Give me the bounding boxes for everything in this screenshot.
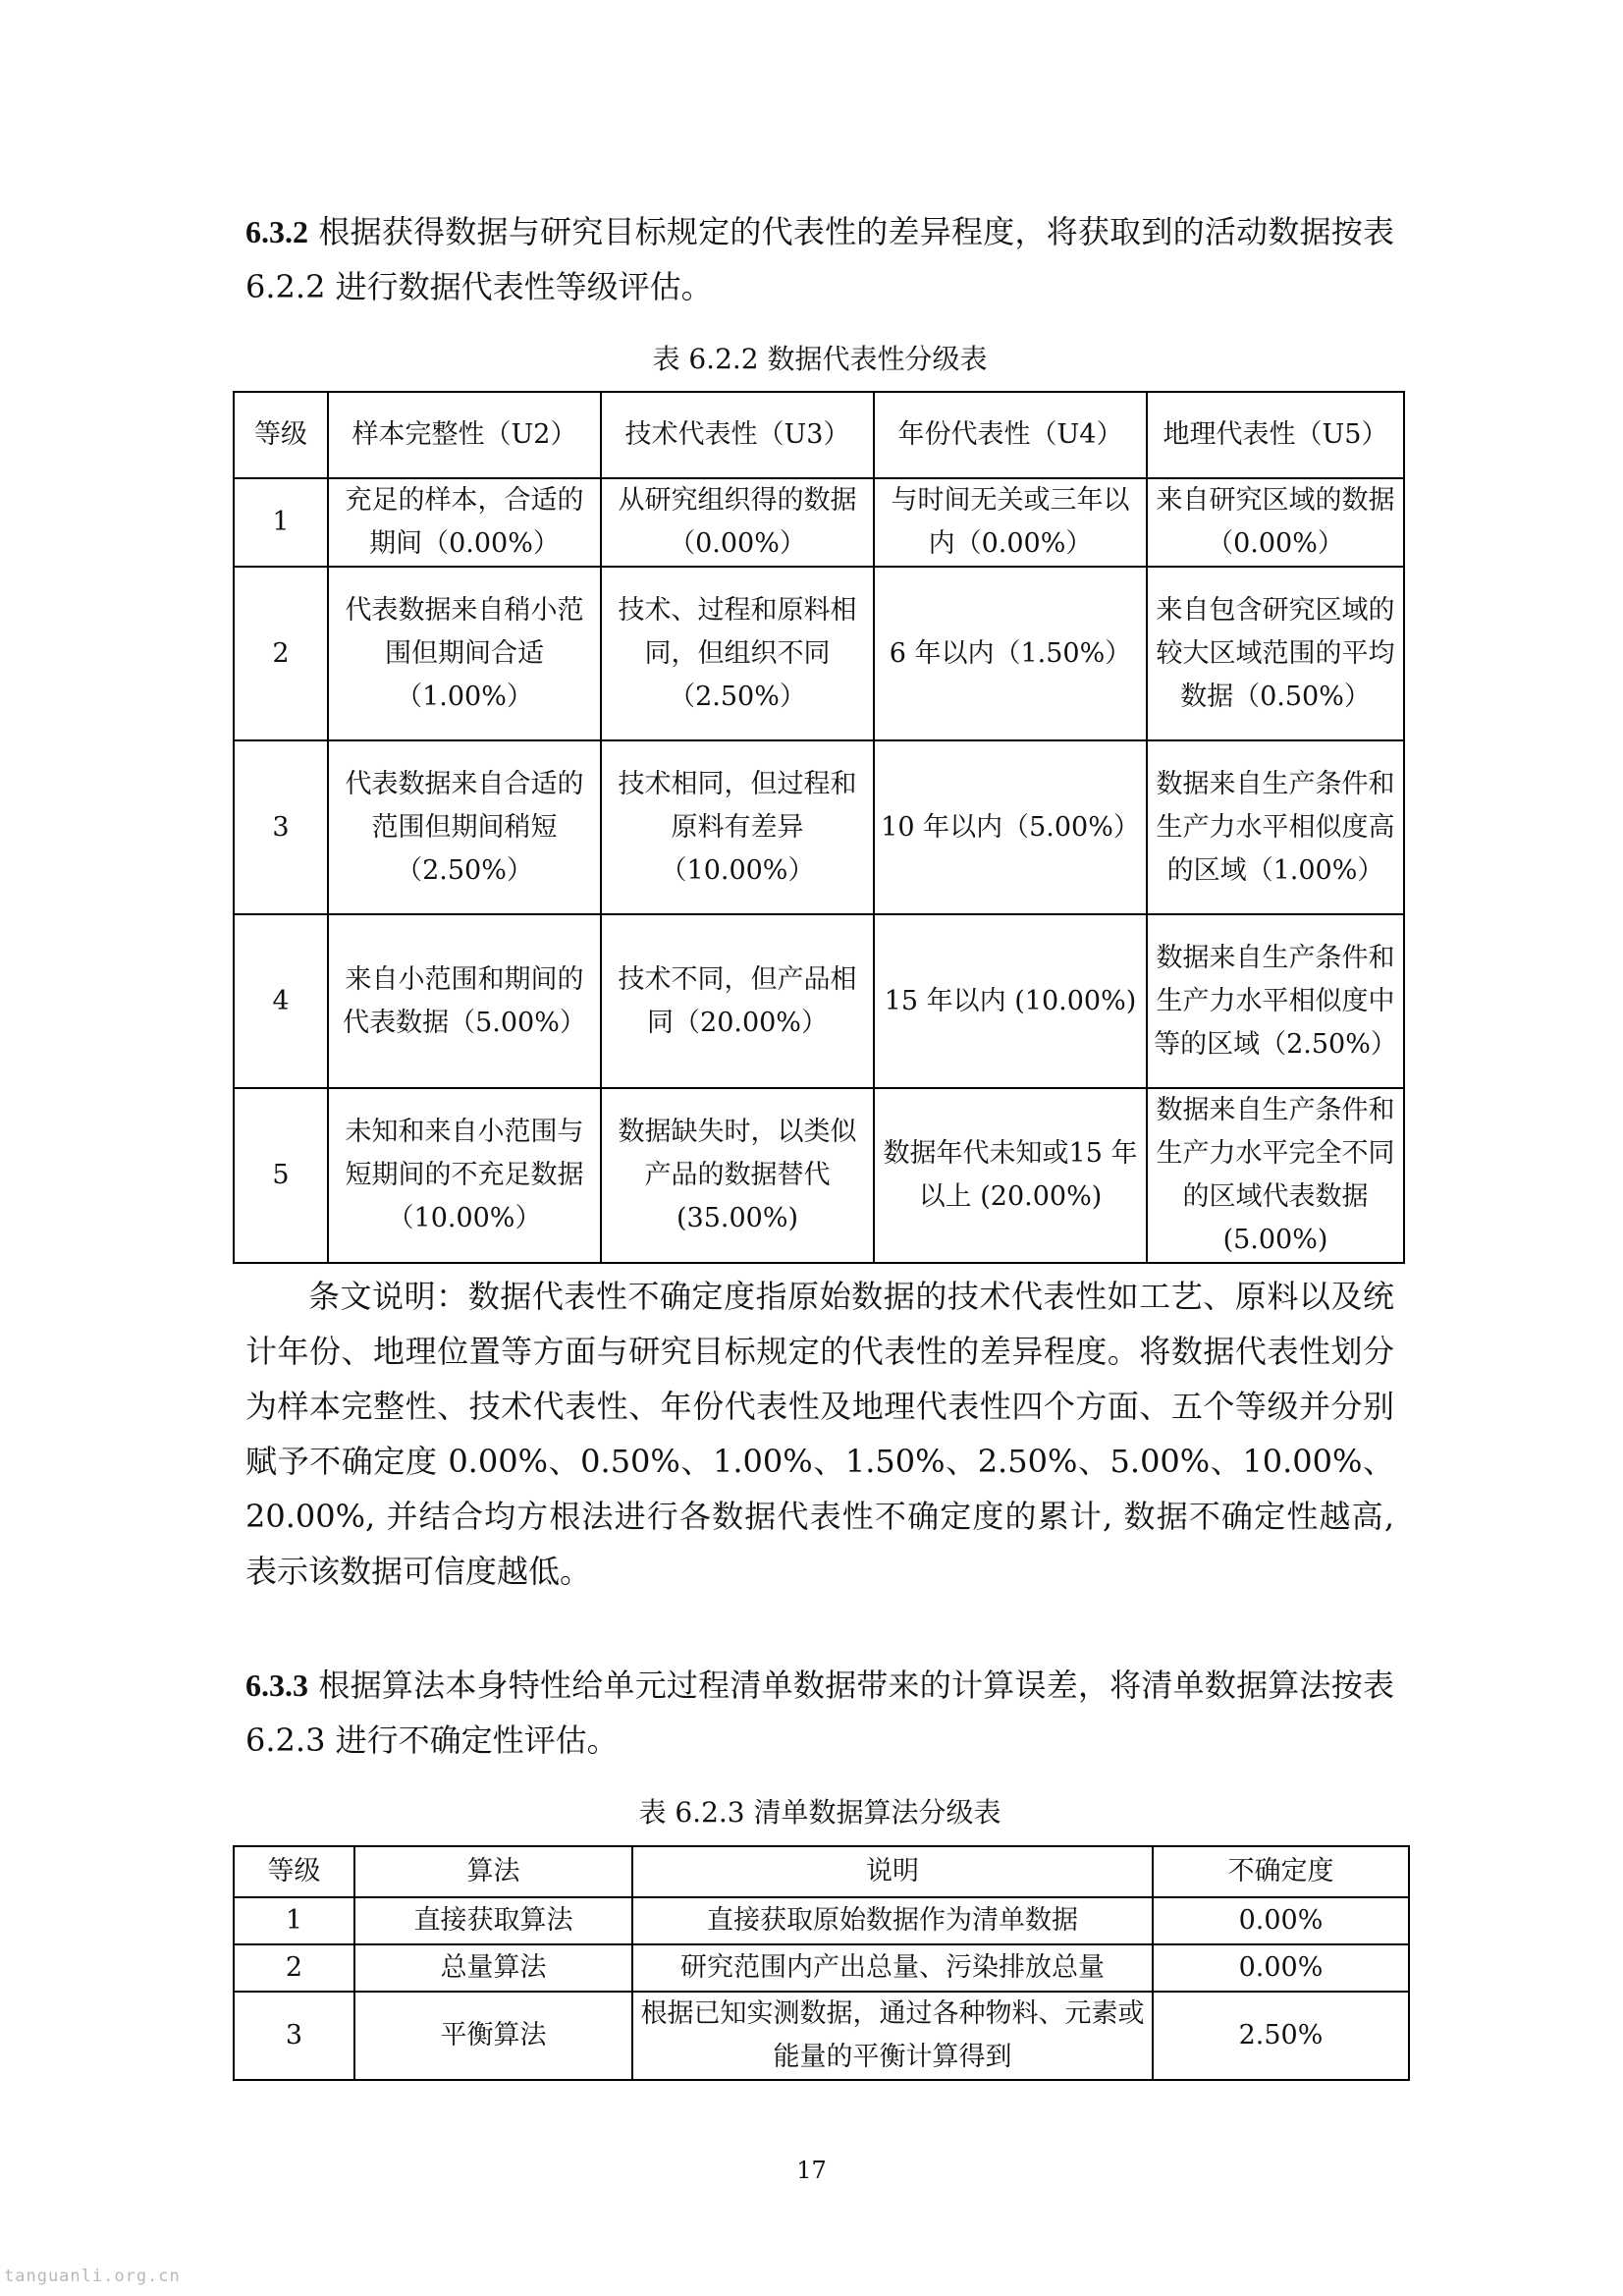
table-cell: 数据来自生产条件和生产力水平相似度中等的区域（2.50%）: [1147, 914, 1404, 1088]
table-cell: 6 年以内（1.50%）: [874, 567, 1147, 740]
table-cell: 0.00%: [1153, 1944, 1409, 1992]
clause-explanation: 条文说明：数据代表性不确定度指原始数据的技术代表性如工艺、原料以及统计年份、地理位置等方面与研究目标规定的代表性的差异程度。将数据代表性划分为样本完整性、技术代表性、年份代表性及地理代表性四个方面、五个等级并分别赋予不确定度 0.00%、0.50%、1.00%、1.50%、2.50%、5.00%、10.00%、20.00%, 并结合均方根法进行各数据代表性不确定度的累计, 数据不确定性越高, 表示该数据可信度越低。: [245, 1278, 1394, 1590]
table-header-row: [234, 392, 1404, 478]
table-cell: 直接获取算法: [354, 1897, 632, 1944]
table-cell: 0.00%: [1153, 1897, 1409, 1944]
table-header-row: [234, 1846, 1409, 1897]
table-cell: 15 年以内 (10.00%): [874, 914, 1147, 1088]
table-cell: 从研究组织得的数据（0.00%）: [601, 478, 874, 567]
table-cell: 直接获取原始数据作为清单数据: [632, 1897, 1153, 1944]
table-cell: 3: [234, 1992, 354, 2080]
table-cell: 技术相同，但过程和原料有差异（10.00%）: [601, 740, 874, 914]
table-cell: 1: [234, 478, 328, 567]
table-cell: 2: [234, 567, 328, 740]
section-6-3-3: [245, 1658, 1394, 1768]
section-text: 根据获得数据与研究目标规定的代表性的差异程度，将获取到的活动数据按表 6.2.2 进行数据代表性等级评估。: [245, 213, 1394, 305]
header-cell: 不确定度: [1153, 1846, 1409, 1897]
table-cell: 2.50%: [1153, 1992, 1409, 2080]
algorithm-table: [233, 1845, 1410, 2081]
table-cell: 未知和来自小范围与短期间的不充足数据（10.00%）: [328, 1088, 601, 1263]
table-cell: 充足的样本，合适的期间（0.00%）: [328, 478, 601, 567]
table-6-2-3-caption: 表 6.2.3 清单数据算法分级表: [638, 1796, 1001, 1829]
table-cell: 5: [234, 1088, 328, 1263]
table-row: [234, 1944, 1409, 1992]
header-cell: 地理代表性（U5）: [1147, 392, 1404, 478]
header-cell: 技术代表性（U3）: [601, 392, 874, 478]
table-row: [234, 740, 1404, 914]
header-cell: 算法: [354, 1846, 632, 1897]
representativeness-table: [233, 391, 1405, 1264]
table-cell: 1: [234, 1897, 354, 1944]
header-cell: 年份代表性（U4）: [874, 392, 1147, 478]
table-row: [234, 1992, 1409, 2080]
table-cell: 3: [234, 740, 328, 914]
table-cell: 代表数据来自合适的范围但期间稍短（2.50%）: [328, 740, 601, 914]
table-cell: 根据已知实测数据，通过各种物料、元素或能量的平衡计算得到: [632, 1992, 1153, 2080]
section-6-3-2: [245, 204, 1394, 314]
table-cell: 平衡算法: [354, 1992, 632, 2080]
table-row: [234, 1088, 1404, 1263]
table-cell: 2: [234, 1944, 354, 1992]
table-cell: 技术、过程和原料相同，但组织不同（2.50%）: [601, 567, 874, 740]
section-number: 6.3.3: [245, 1667, 308, 1703]
table-cell: 研究范围内产出总量、污染排放总量: [632, 1944, 1153, 1992]
table-cell: 来自包含研究区域的较大区域范围的平均数据（0.50%）: [1147, 567, 1404, 740]
table-cell: 数据来自生产条件和生产力水平完全不同的区域代表数据 (5.00%): [1147, 1088, 1404, 1263]
table-row: [234, 1897, 1409, 1944]
header-cell: 说明: [632, 1846, 1153, 1897]
header-cell: 等级: [234, 1846, 354, 1897]
table-cell: 来自研究区域的数据（0.00%）: [1147, 478, 1404, 567]
section-number: 6.3.2: [245, 214, 308, 249]
table-cell: 数据缺失时，以类似产品的数据替代 (35.00%): [601, 1088, 874, 1263]
table-cell: 与时间无关或三年以内（0.00%）: [874, 478, 1147, 567]
header-cell: 样本完整性（U2）: [328, 392, 601, 478]
header-cell: 等级: [234, 392, 328, 478]
table-row: [234, 914, 1404, 1088]
watermark-text: tanguanli.org.cn: [4, 2267, 181, 2286]
page-number: 17: [796, 2157, 827, 2184]
table-cell: 4: [234, 914, 328, 1088]
table-cell: 技术不同，但产品相同（20.00%）: [601, 914, 874, 1088]
table-cell: 总量算法: [354, 1944, 632, 1992]
table-cell: 来自小范围和期间的代表数据（5.00%）: [328, 914, 601, 1088]
table-6-2-2-caption: 表 6.2.2 数据代表性分级表: [652, 343, 988, 375]
table-cell: 代表数据来自稍小范围但期间合适（1.00%）: [328, 567, 601, 740]
section-text: 根据算法本身特性给单元过程清单数据带来的计算误差，将清单数据算法按表 6.2.3 进行不确定性评估。: [245, 1667, 1394, 1759]
table-cell: 10 年以内（5.00%）: [874, 740, 1147, 914]
table-row: [234, 478, 1404, 567]
table-row: [234, 567, 1404, 740]
table-cell: 数据年代未知或15 年以上 (20.00%): [874, 1088, 1147, 1263]
table-cell: 数据来自生产条件和生产力水平相似度高的区域（1.00%）: [1147, 740, 1404, 914]
